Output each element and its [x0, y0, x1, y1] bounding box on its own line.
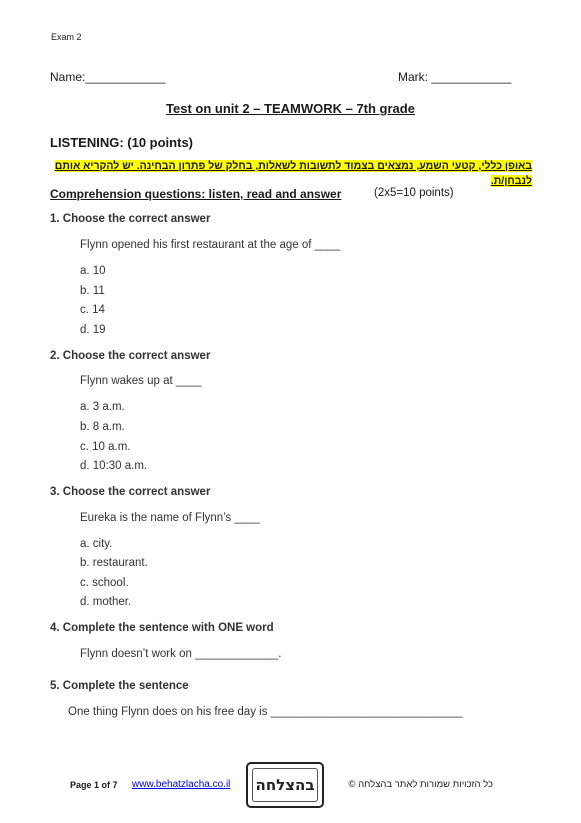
hebrew-instruction-note	[52, 159, 532, 189]
exam-label: Exam 2	[51, 32, 82, 42]
points-note: (2x5=10 points)	[374, 187, 454, 199]
question-2-option-c: c. 10 a.m.	[80, 441, 131, 453]
question-4-heading: 4. Complete the sentence with ONE word	[50, 622, 274, 634]
question-1-option-d: d. 19	[80, 324, 106, 336]
logo-wordmark	[248, 764, 322, 806]
question-1-text: Flynn opened his first restaurant at the age of ____	[80, 239, 341, 251]
question-2-option-a: a. 3 a.m.	[80, 401, 125, 413]
question-1-option-b: b. 11	[80, 285, 105, 297]
copyright-note: כל הזכויות שמורות לאתר בהצלחה ©	[348, 779, 493, 790]
question-3-option-c: c. school.	[80, 577, 129, 589]
question-1-heading: 1. Choose the correct answer	[50, 213, 211, 225]
question-2-option-d: d. 10:30 a.m.	[80, 460, 148, 472]
question-3-option-b: b. restaurant.	[80, 557, 148, 569]
logo-text: בהצלחה	[255, 776, 315, 794]
hebrew-instruction-text: באופן כללי, קטעי השמע, נמצאים בצמוד לתשובות לשאלות, בחלק של פתרון הבחינה. יש להקריא אותם לנבחן/ת.	[54, 160, 532, 187]
question-5-heading: 5. Complete the sentence	[50, 680, 189, 692]
question-3-heading: 3. Choose the correct answer	[50, 486, 211, 498]
question-3-text: Eureka is the name of Flynn’s ____	[80, 512, 261, 524]
question-2-heading: 2. Choose the correct answer	[50, 350, 211, 362]
website-link[interactable]: www.behatzlacha.co.il	[132, 779, 231, 790]
question-4-text: Flynn doesn’t work on _____________.	[80, 648, 282, 660]
question-2-text: Flynn wakes up at ____	[80, 375, 202, 387]
question-1-option-c: c. 14	[80, 304, 105, 316]
question-5-text: One thing Flynn does on his free day is ______________________________	[68, 706, 463, 718]
behatzlacha-logo	[246, 762, 324, 808]
comprehension-title: Comprehension questions: listen, read and answer	[50, 187, 342, 201]
question-2-option-b: b. 8 a.m.	[80, 421, 125, 433]
question-1-option-a: a. 10	[80, 265, 106, 277]
question-3-option-d: d. mother.	[80, 596, 132, 608]
page-title: Test on unit 2 – TEAMWORK – 7th grade	[166, 101, 415, 116]
page-number: Page 1 of 7	[70, 780, 118, 790]
name-field-label: Name:____________	[50, 70, 166, 84]
mark-field-label: Mark: ____________	[398, 70, 512, 84]
section-title: LISTENING: (10 points)	[50, 135, 193, 150]
question-3-option-a: a. city.	[80, 538, 113, 550]
